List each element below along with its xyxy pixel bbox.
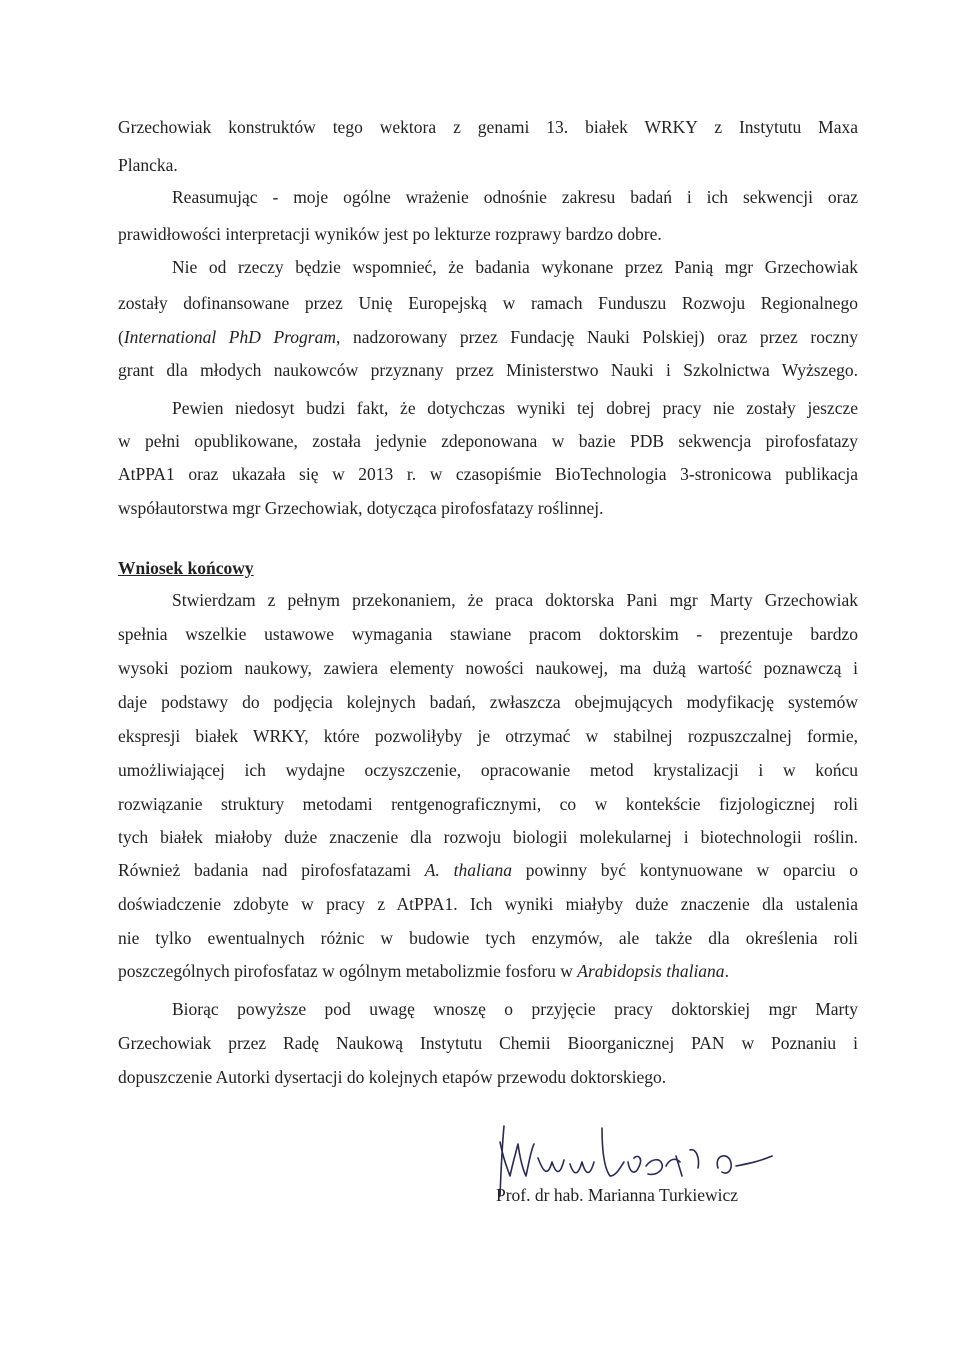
body-line: daje podstawy do podjęcia kolejnych badań, zwłaszcza obejmujących modyfikację systemów bbox=[118, 692, 858, 712]
body-line: współautorstwa mgr Grzechowiak, dotycząca pirofosfatazy roślinnej. bbox=[118, 498, 604, 518]
body-line: w pełni opublikowane, została jedynie zdeponowana w bazie PDB sekwencja pirofosfatazy bbox=[118, 431, 858, 451]
body-line: umożliwiającej ich wydajne oczyszczenie, opracowanie metod krystalizacji i w końcu bbox=[118, 760, 858, 780]
body-line: prawidłowości interpretacji wyników jest po lekturze rozprawy bardzo dobre. bbox=[118, 224, 662, 244]
body-line: Stwierdzam z pełnym przekonaniem, że praca doktorska Pani mgr Marty Grzechowiak bbox=[172, 590, 858, 610]
italic-phrase: A. thaliana bbox=[424, 860, 512, 880]
body-line: Plancka. bbox=[118, 155, 178, 175]
body-line: Grzechowiak konstruktów tego wektora z genami 13. białek WRKY z Instytutu Maxa bbox=[118, 117, 858, 137]
body-line: ekspresji białek WRKY, które pozwoliłyby je otrzymać w stabilnej rozpuszczalnej formie, bbox=[118, 726, 858, 746]
body-line: (International PhD Program, nadzorowany przez Fundację Nauki Polskiej) oraz przez roczny bbox=[118, 327, 859, 347]
body-line: tych białek miałoby duże znaczenie dla rozwoju biologii molekularnej i biotechnologii roślin. bbox=[118, 827, 858, 847]
body-line: Grzechowiak przez Radę Naukową Instytutu Chemii Bioorganicznej PAN w Poznaniu i bbox=[118, 1033, 858, 1053]
body-line: Pewien niedosyt budzi fakt, że dotychczas wyniki tej dobrej pracy nie zostały jeszcze bbox=[172, 398, 858, 418]
body-line: Reasumując - moje ogólne wrażenie odnośnie zakresu badań i ich sekwencji oraz bbox=[172, 187, 858, 207]
section-heading: Wniosek końcowy bbox=[118, 558, 254, 578]
signature-name: Prof. dr hab. Marianna Turkiewicz bbox=[496, 1185, 739, 1205]
italic-phrase: International PhD Program bbox=[123, 327, 336, 347]
body-line: Biorąc powyższe pod uwagę wnoszę o przyjęcie pracy doktorskiej mgr Marty bbox=[172, 999, 858, 1019]
body-line: rozwiązanie struktury metodami rentgenograficznymi, co w kontekście fizjologicznej roli bbox=[118, 794, 858, 814]
body-line: zostały dofinansowane przez Unię Europejską w ramach Funduszu Rozwoju Regionalnego bbox=[118, 293, 858, 313]
body-line: poszczególnych pirofosfataz w ogólnym metabolizmie fosforu w Arabidopsis thaliana. bbox=[118, 961, 729, 981]
body-line: dopuszczenie Autorki dysertacji do kolejnych etapów przewodu doktorskiego. bbox=[118, 1067, 667, 1087]
italic-phrase: Arabidopsis thaliana bbox=[577, 961, 725, 981]
body-line: grant dla młodych naukowców przyznany przez Ministerstwo Nauki i Szkolnictwa Wyższego. bbox=[118, 360, 858, 380]
body-line: AtPPA1 oraz ukazała się w 2013 r. w czasopiśmie BioTechnologia 3-stronicowa publikacja bbox=[118, 464, 858, 484]
body-line: doświadczenie zdobyte w pracy z AtPPA1. Ich wyniki miałyby duże znaczenie dla ustalenia bbox=[118, 894, 858, 914]
body-line: Również badania nad pirofosfatazami A. thaliana powinny być kontynuowane w oparciu o bbox=[118, 860, 858, 880]
body-line: spełnia wszelkie ustawowe wymagania stawiane pracom doktorskim - prezentuje bardzo bbox=[118, 624, 858, 644]
body-line: Nie od rzeczy będzie wspomnieć, że badania wykonane przez Panią mgr Grzechowiak bbox=[172, 257, 858, 277]
body-line: wysoki poziom naukowy, zawiera elementy nowości naukowej, ma dużą wartość poznawczą i bbox=[118, 658, 858, 678]
body-line: nie tylko ewentualnych różnic w budowie tych enzymów, ale także dla określenia roli bbox=[118, 928, 858, 948]
